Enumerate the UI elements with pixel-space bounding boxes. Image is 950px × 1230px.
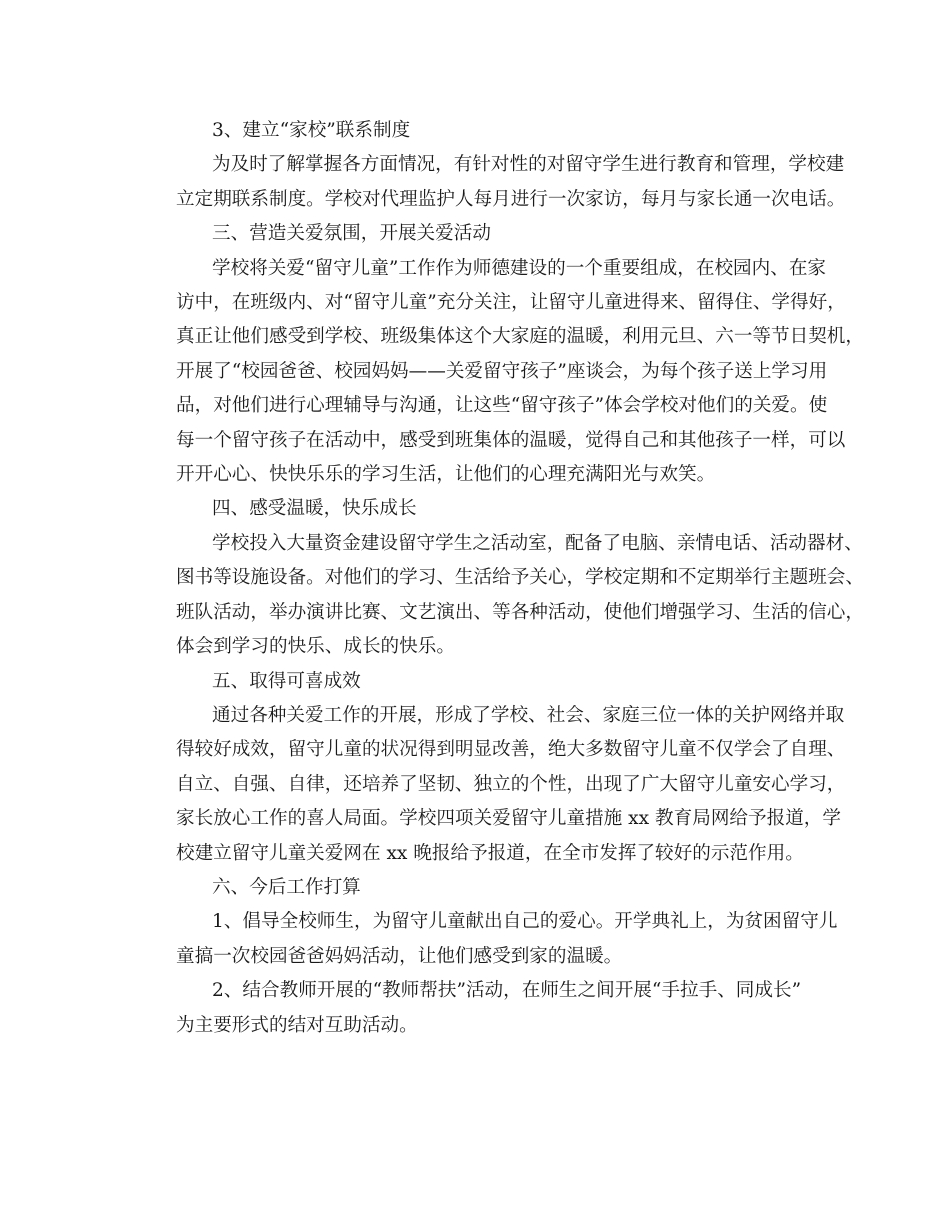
paragraph-contact-system bbox=[140, 148, 846, 217]
heading-section-3 bbox=[140, 217, 822, 251]
text-line: 每一个留守孩子在活动中，感受到班集体的温暖，觉得自己和其他孩子一样，可以 bbox=[176, 429, 846, 451]
heading-section-6 bbox=[140, 871, 822, 905]
text-line: 通过各种关爱工作的开展，形成了学校、社会、家庭三位一体的关护网络并取 bbox=[212, 704, 845, 726]
text-line: 真正让他们感受到学校、班级集体这个大家庭的温暖，利用元旦、六一等节日契机， bbox=[176, 326, 864, 348]
text-line: 班队活动，举办演讲比赛、文艺演出、等各种活动，使他们增强学习、生活的信心， bbox=[176, 601, 864, 623]
text-line: 体会到学习的快乐、成长的快乐。 bbox=[176, 636, 455, 658]
document-body bbox=[140, 114, 864, 1043]
text-line: 五、取得可喜成效 bbox=[212, 670, 361, 692]
paragraph-plan-2 bbox=[140, 974, 822, 1043]
text-line: 学校投入大量资金建设留守学生之活动室，配备了电脑、亲情电话、活动器材、 bbox=[212, 532, 863, 554]
text-line: 童搞一次校园爸爸妈妈活动，让他们感受到家的温暖。 bbox=[176, 945, 623, 967]
text-line: 为及时了解掌握各方面情况，有针对性的对留守学生进行教育和管理，学校建 bbox=[212, 154, 845, 176]
text-line: 六、今后工作打算 bbox=[212, 876, 361, 898]
text-line: 开开心心、快快乐乐的学习生活，让他们的心理充满阳光与欢笑。 bbox=[176, 464, 716, 486]
paragraph-care-activities bbox=[140, 252, 864, 493]
text-line: 得较好成效，留守儿童的状况得到明显改善，绝大多数留守儿童不仅学会了自理、 bbox=[176, 739, 846, 761]
heading-section-5 bbox=[140, 665, 822, 699]
text-line: 学校将关爱“留守儿童”工作作为师德建设的一个重要组成，在校园内、在家 bbox=[212, 257, 827, 279]
text-line: 为主要形式的结对互助活动。 bbox=[176, 1014, 418, 1036]
text-line: 四、感受温暖，快乐成长 bbox=[212, 498, 417, 520]
text-line: 2、结合教师开展的“教师帮扶”活动，在师生之间开展“手拉手、同成长” bbox=[212, 980, 802, 1002]
heading-section-4 bbox=[140, 492, 822, 526]
text-line: 立定期联系制度。学校对代理监护人每月进行一次家访，每月与家长通一次电话。 bbox=[176, 188, 846, 210]
text-line: 图书等设施设备。对他们的学习、生活给予关心，学校定期和不定期举行主题班会、 bbox=[176, 567, 864, 589]
text-line: 开展了“校园爸爸、校园妈妈——关爱留守孩子”座谈会，为每个孩子送上学习用 bbox=[176, 360, 828, 382]
text-line: 自立、自强、自律，还培养了坚韧、独立的个性，出现了广大留守儿童安心学习， bbox=[176, 773, 846, 795]
paragraph-plan-1 bbox=[140, 905, 838, 974]
text-line: 3、建立“家校”联系制度 bbox=[212, 120, 411, 141]
paragraph-activity-room bbox=[140, 527, 864, 665]
text-line: 校建立留守儿童关爱网在 xx 晚报给予报道，在全市发挥了较好的示范作用。 bbox=[176, 842, 804, 864]
text-line: 三、营造关爱氛围，开展关爱活动 bbox=[212, 223, 491, 245]
text-line: 访中，在班级内、对“留守儿童”充分关注，让留守儿童进得来、留得住、学得好， bbox=[176, 292, 846, 314]
text-line: 家长放心工作的喜人局面。学校四项关爱留守儿童措施 xx 教育局网给予报道，学 bbox=[176, 808, 841, 830]
heading-home-school-contact bbox=[140, 114, 822, 148]
text-line: 1、倡导全校师生，为留守儿童献出自己的爱心。开学典礼上，为贫困留守儿 bbox=[212, 911, 838, 933]
text-line: 品，对他们进行心理辅导与沟通，让这些“留守孩子”体会学校对他们的关爱。使 bbox=[176, 395, 828, 417]
paragraph-results bbox=[140, 699, 846, 871]
